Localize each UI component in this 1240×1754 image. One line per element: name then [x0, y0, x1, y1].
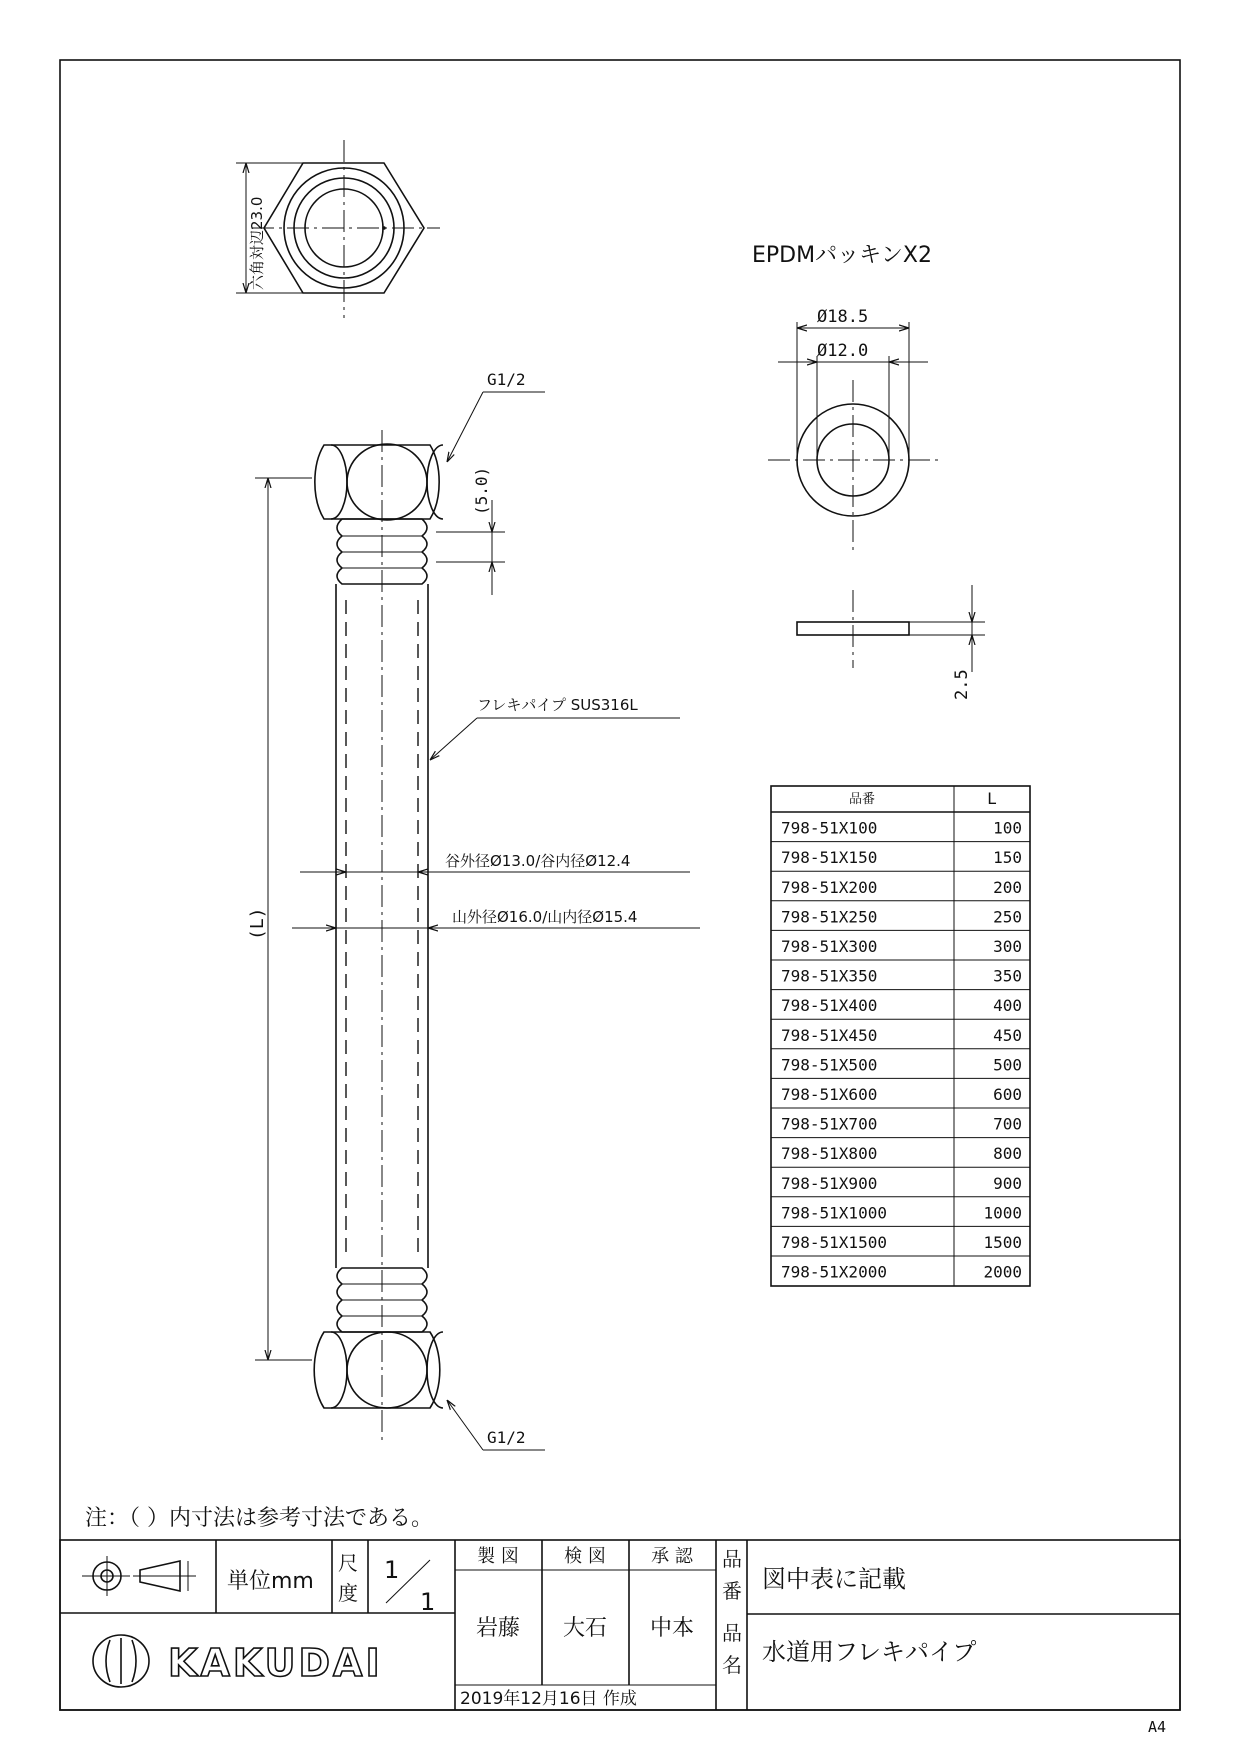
table-cell-length: 800 [993, 1144, 1022, 1164]
table-cell-part-no: 798-51X600 [781, 1085, 878, 1104]
checked-label: 検 図 [564, 1546, 606, 1567]
table-cell-length: 500 [993, 1055, 1022, 1075]
table-cell-length: 150 [993, 848, 1022, 868]
table-cell-length: 400 [993, 996, 1022, 1016]
table-cell-length: 600 [993, 1085, 1022, 1104]
table-cell-length: 250 [993, 907, 1022, 927]
table-cell-length: 2000 [983, 1262, 1022, 1282]
scale-label-2: 度 [338, 1581, 358, 1605]
part-no-label-1: 品 [722, 1547, 742, 1571]
part-no-value: 図中表に記載 [762, 1565, 906, 1593]
table-cell-part-no: 798-51X900 [781, 1173, 878, 1193]
approved-label: 承 認 [651, 1546, 693, 1567]
brand-logo: KAKUDAI [168, 1641, 383, 1685]
table-cell-part-no: 798-51X300 [781, 937, 878, 956]
part-no-label-2: 番 [722, 1579, 742, 1603]
table-cell-part-no: 798-51X1000 [781, 1203, 887, 1223]
table-cell-length: 350 [993, 966, 1022, 986]
part-name-label-1: 品 [722, 1621, 742, 1645]
table-cell-part-no: 798-51X350 [781, 966, 878, 986]
scale-denominator: 1 [420, 1588, 436, 1616]
packing-title: EPDMパッキンX2 [752, 243, 932, 268]
table-cell-length: 300 [993, 937, 1022, 956]
table-cell-part-no: 798-51X450 [781, 1025, 878, 1045]
checked-by: 大石 [562, 1616, 608, 1641]
packing-side-view [797, 585, 985, 672]
table-cell-part-no: 798-51X250 [781, 907, 878, 927]
table-header-length: L [987, 789, 997, 808]
hex-dim-label: 六角対辺23.0 [248, 196, 266, 290]
thread-top-label: G1/2 [487, 370, 526, 389]
unit-label: 単位mm [227, 1569, 314, 1594]
pipe-material-label: フレキパイプ SUS316L [477, 696, 638, 714]
table-header-part-no: 品番 [848, 792, 876, 807]
peak-dia-label: 山外径Ø16.0/山内径Ø15.4 [452, 908, 638, 926]
table-cell-length: 450 [993, 1025, 1022, 1045]
packing-inner-dim: Ø12.0 [817, 341, 869, 361]
table-rows [781, 819, 1022, 1282]
approved-by: 中本 [649, 1616, 695, 1641]
table-cell-length: 100 [993, 818, 1022, 838]
part-name-label-2: 名 [722, 1653, 742, 1677]
pitch-dim-label: (5.0) [472, 466, 491, 515]
table-cell-part-no: 798-51X100 [781, 818, 878, 838]
scale-numerator: 1 [384, 1556, 400, 1584]
table-cell-length: 200 [993, 877, 1022, 897]
valley-dia-label: 谷外径Ø13.0/谷内径Ø12.4 [445, 852, 631, 870]
table-cell-length: 700 [993, 1114, 1022, 1134]
hex-nut-end-view [236, 140, 440, 318]
part-name-value: 水道用フレキパイプ [762, 1638, 977, 1666]
length-dim-label: (L) [247, 907, 268, 940]
table-cell-part-no: 798-51X800 [781, 1144, 878, 1164]
table-cell-length: 900 [993, 1173, 1022, 1193]
table-cell-part-no: 798-51X700 [781, 1114, 878, 1134]
drawn-label: 製 図 [477, 1546, 519, 1567]
packing-outer-dim: Ø18.5 [817, 307, 869, 327]
creation-date: 2019年12月16日 作成 [460, 1689, 637, 1709]
table-cell-part-no: 798-51X200 [781, 877, 878, 897]
table-cell-length: 1500 [983, 1233, 1022, 1252]
packing-thickness-dim: 2.5 [952, 669, 972, 700]
drawn-by: 岩藤 [475, 1616, 521, 1641]
table-cell-part-no: 798-51X150 [781, 848, 878, 868]
sheet-size: A4 [1148, 1718, 1167, 1736]
table-cell-length: 1000 [983, 1203, 1022, 1223]
thread-bottom-label: G1/2 [487, 1428, 526, 1447]
scale-label-1: 尺 [338, 1551, 358, 1575]
reference-note: 注：（ ）内寸法は参考寸法である。 [85, 1506, 433, 1531]
table-cell-part-no: 798-51X500 [781, 1055, 878, 1075]
table-cell-part-no: 798-51X400 [781, 996, 878, 1016]
table-cell-part-no: 798-51X1500 [781, 1233, 887, 1252]
table-cell-part-no: 798-51X2000 [781, 1262, 887, 1282]
